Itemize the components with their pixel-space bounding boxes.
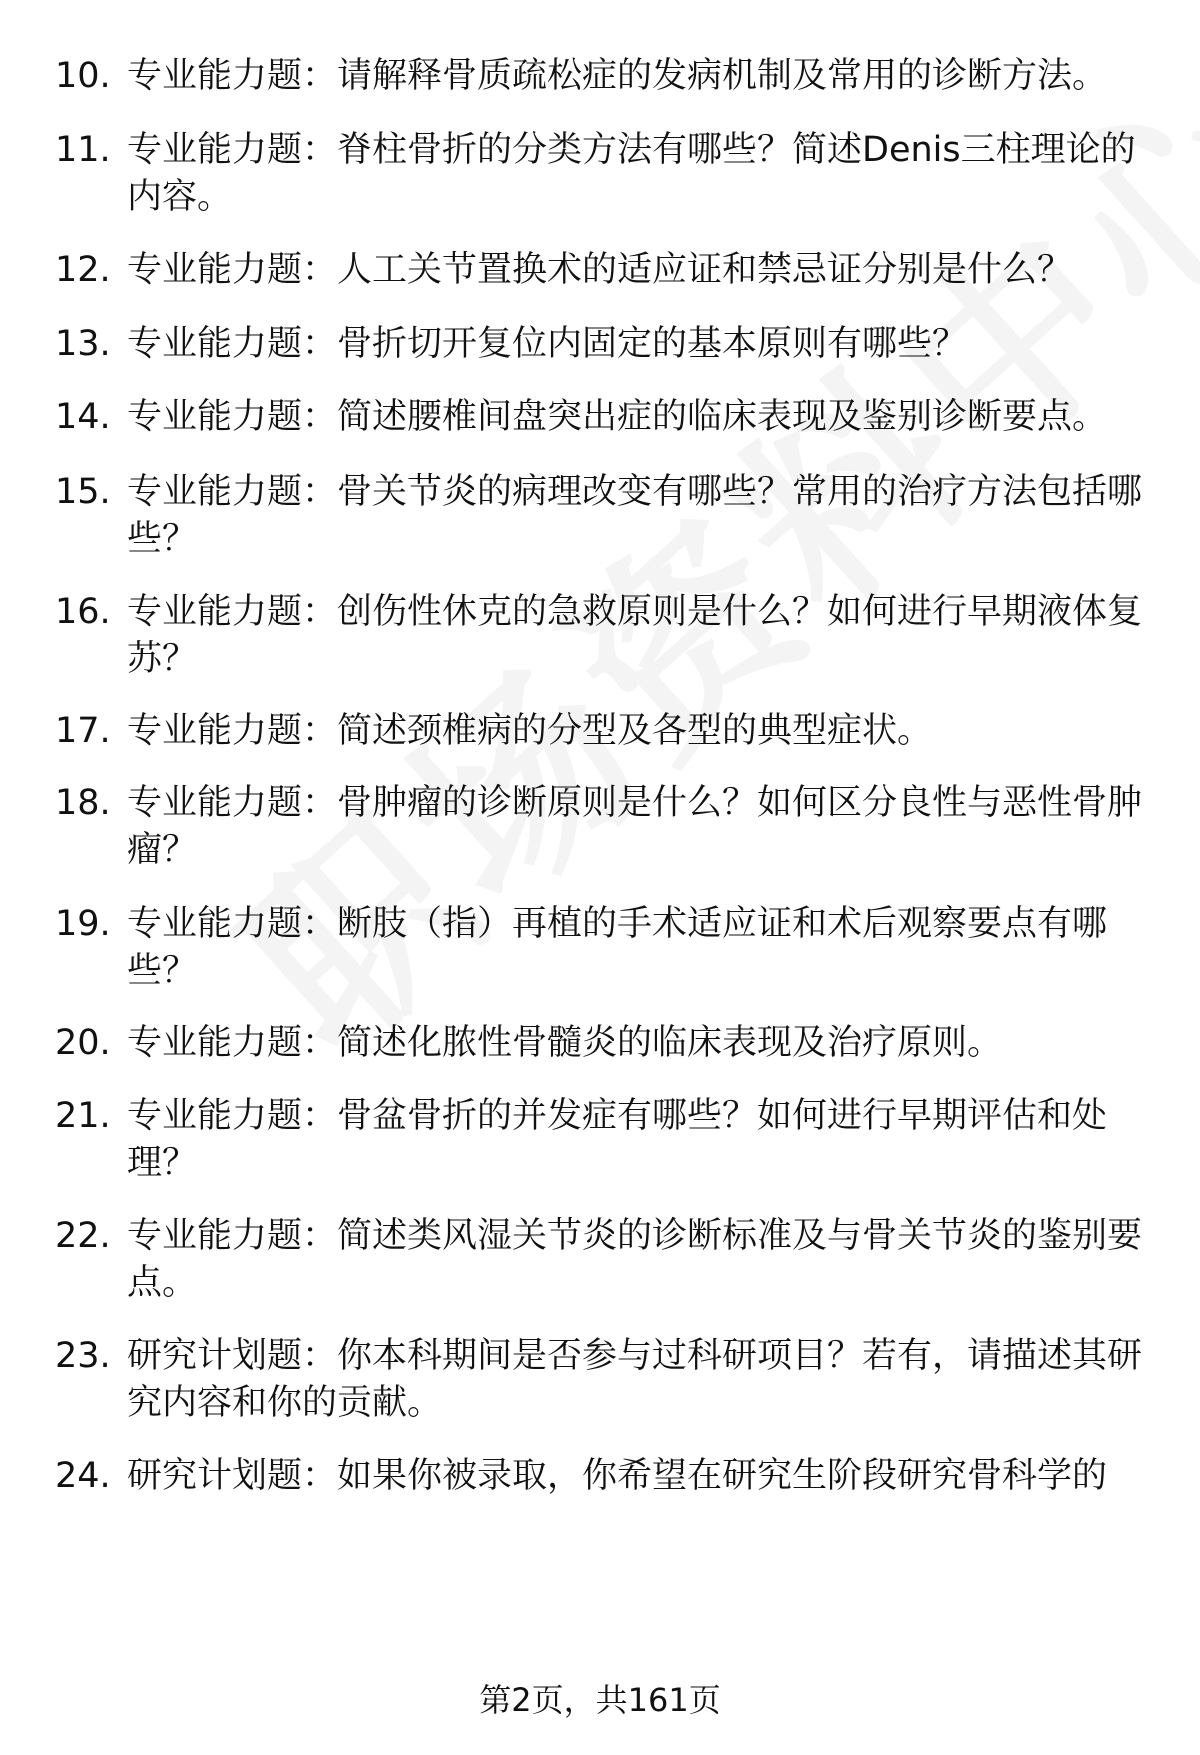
question-category: 专业能力题：: [127, 783, 338, 823]
question-category: 研究计划题：: [127, 1336, 338, 1376]
question-text: 断肢（指）再植的手术适应证和术后观察要点有哪些？: [127, 904, 1108, 991]
question-number: 20.: [55, 1023, 111, 1063]
question-category: 专业能力题：: [127, 1023, 338, 1063]
question-number: 21.: [55, 1096, 111, 1136]
question-category: 专业能力题：: [127, 130, 338, 170]
question-text: 骨折切开复位内固定的基本原则有哪些？: [337, 324, 968, 364]
question-text: 简述类风湿关节炎的诊断标准及与骨关节炎的鉴别要点。: [127, 1216, 1143, 1303]
question-number: 19.: [55, 904, 111, 944]
question-text: 骨盆骨折的并发症有哪些？如何进行早期评估和处理？: [127, 1096, 1108, 1183]
question-text: 人工关节置换术的适应证和禁忌证分别是什么？: [337, 250, 1073, 290]
question-number: 11.: [55, 130, 111, 170]
question-number: 12.: [55, 250, 111, 290]
question-category: 专业能力题：: [127, 1096, 338, 1136]
question-text: 创伤性休克的急救原则是什么？如何进行早期液体复苏？: [127, 592, 1143, 679]
question-category: 研究计划题：: [127, 1456, 338, 1496]
question-category: 专业能力题：: [127, 397, 338, 437]
question-category: 专业能力题：: [127, 56, 338, 96]
question-category: 专业能力题：: [127, 904, 338, 944]
question-category: 专业能力题：: [127, 324, 338, 364]
question-number: 24.: [55, 1456, 111, 1496]
question-text: 简述腰椎间盘突出症的临床表现及鉴别诊断要点。: [337, 397, 1108, 437]
question-number: 16.: [55, 592, 111, 632]
question-category: 专业能力题：: [127, 472, 338, 512]
question-category: 专业能力题：: [127, 592, 338, 632]
question-text: 你本科期间是否参与过科研项目？若有，请描述其研究内容和你的贡献。: [127, 1336, 1143, 1423]
question-text: 脊柱骨折的分类方法有哪些？简述Denis三柱理论的内容。: [127, 130, 1136, 217]
question-text: 简述颈椎病的分型及各型的典型症状。: [337, 711, 933, 751]
question-category: 专业能力题：: [127, 250, 338, 290]
question-number: 18.: [55, 783, 111, 823]
question-text: 简述化脓性骨髓炎的临床表现及治疗原则。: [337, 1023, 1003, 1063]
question-number: 14.: [55, 397, 111, 437]
question-text: 骨肿瘤的诊断原则是什么？如何区分良性与恶性骨肿瘤？: [127, 783, 1143, 870]
page-footer: 第2页，共161页: [479, 1681, 721, 1719]
question-number: 17.: [55, 711, 111, 751]
question-number: 15.: [55, 472, 111, 512]
question-category: 专业能力题：: [127, 1216, 338, 1256]
question-text: 如果你被录取，你希望在研究生阶段研究骨科学的: [337, 1456, 1108, 1496]
question-number: 10.: [55, 56, 111, 96]
question-category: 专业能力题：: [127, 711, 338, 751]
question-number: 13.: [55, 324, 111, 364]
question-text: 请解释骨质疏松症的发病机制及常用的诊断方法。: [337, 56, 1108, 96]
question-number: 22.: [55, 1216, 111, 1256]
question-number: 23.: [55, 1336, 111, 1376]
question-text: 骨关节炎的病理改变有哪些？常用的治疗方法包括哪些？: [127, 472, 1143, 559]
